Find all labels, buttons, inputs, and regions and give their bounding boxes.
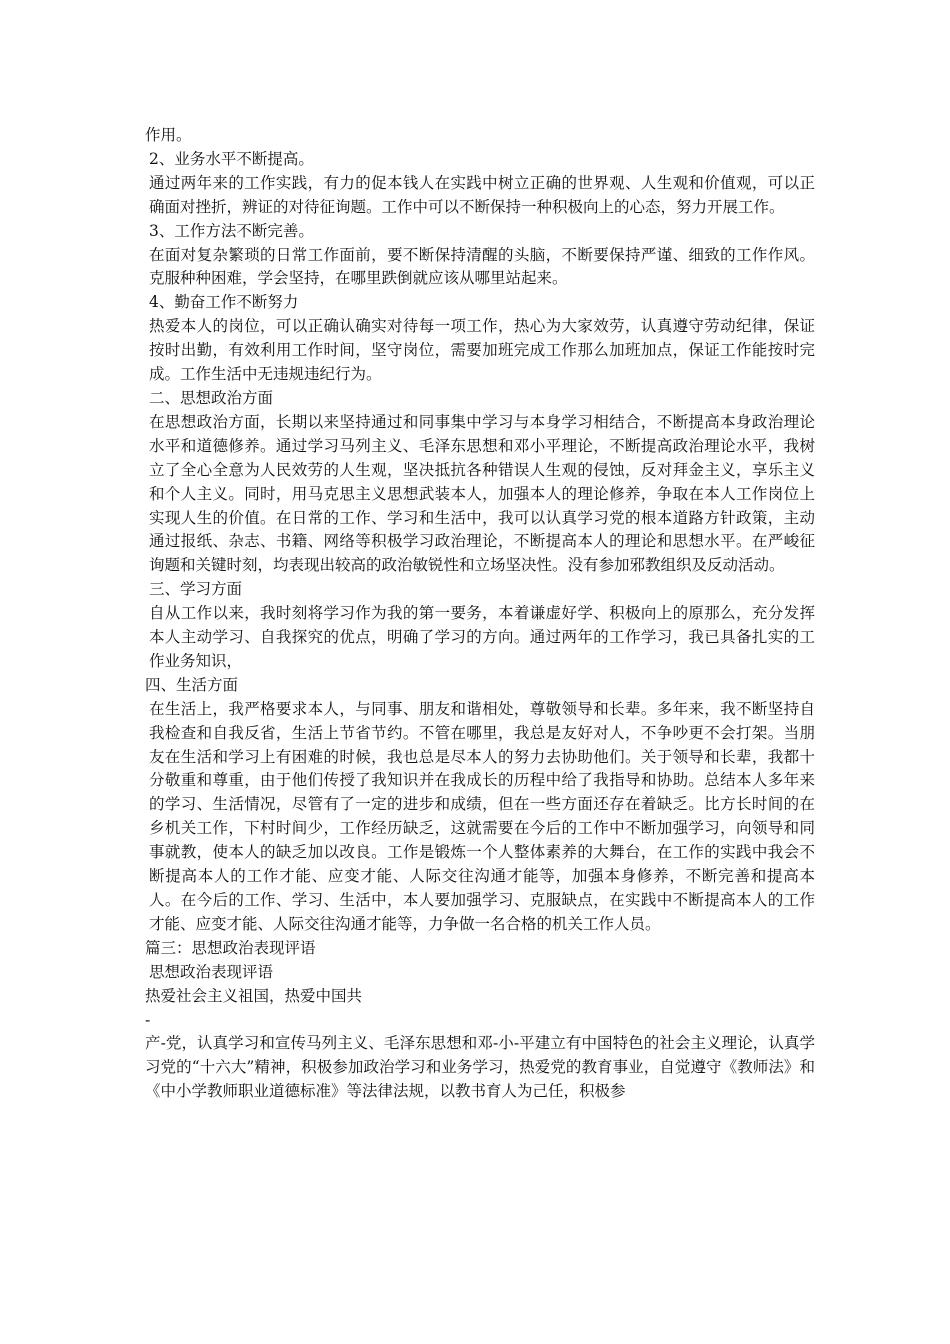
section-heading: 4、勤奋工作不断努力 — [149, 293, 299, 312]
line-break-dash: - — [145, 1010, 151, 1029]
paragraph: 在思想政治方面，长期以来坚持通过和同事集中学习与本身学习相结合，不断提高本身政治理论水平和道德修养。通过学习马列主义、毛泽东思想和邓小平理论，不断提高政治理论水平，我树立了全心全意为人民效劳的人生观，坚决抵抗各种错误人生观的侵蚀，反对拜金主义，享乐主义和个人主义。同时，用马克思主义思想武装本人，加强本人的理论修养，争取在本人工作岗位上实现人生的价值。在日常的工作、学习和生活中，我可以认真学习党的根本道路方针政策，主动通过报纸、杂志、书籍、网络等积极学习政治理论，不断提高本人的理论和思想水平。在严峻征询题和关键时刻，均表现出较高的政治敏锐性和立场坚决性。没有参加邪教组织及反动活动。 — [149, 412, 815, 575]
paragraph: 在生活上，我严格要求本人，与同事、朋友和谐相处，尊敬领导和长辈。多年来，我不断坚持自我检查和自我反省，生活上节省节约。不管在哪里，我总是友好对人，不争吵更不会打架。当朋友在生活和学习上有困难的时候，我也总是尽本人的努力去协助他们。关于领导和长辈，我都十分敬重和尊重，由于他们传授了我知识并在我成长的历程中给了我指导和协助。总结本人多年来的学习、生活情况，尽管有了一定的进步和成绩，但在一些方面还存在着缺乏。比方长时间的在乡机关工作，下村时间少，工作经历缺乏，这就需要在今后的工作中不断加强学习，向领导和同事就教，使本人的缺乏加以改良。工作是锻炼一个人整体素养的大舞台，在工作的实践中我会不断提高本人的工作才能、应变才能、人际交往沟通才能等，加强本身修养，不断完善和提高本人。在今后的工作、学习、生活中，本人要加强学习、克服缺点，在实践中不断提高本人的工作才能、应变才能、人际交往沟通才能等，力争做一名合格的机关工作人员。 — [149, 699, 815, 933]
document-body — [145, 124, 815, 1104]
section-heading: 2、业务水平不断提高。 — [149, 149, 314, 168]
article-title: 篇三：思想政治表现评语 — [145, 938, 316, 957]
paragraph: 在面对复杂繁琐的日常工作面前，要不断保持清醒的头脑，不断要保持严谨、细致的工作作风。克服种种困难，学会坚持，在哪里跌倒就应该从哪里站起来。 — [149, 245, 815, 288]
article-subtitle: 思想政治表现评语 — [149, 962, 274, 981]
section-heading: 四、生活方面 — [145, 675, 239, 694]
section-heading: 3、工作方法不断完善。 — [149, 221, 314, 240]
paragraph: 热爱社会主义祖国，热爱中国共 — [145, 986, 363, 1005]
paragraph: 作用。 — [145, 126, 192, 144]
paragraph: 通过两年来的工作实践，有力的促本钱人在实践中树立正确的世界观、人生观和价值观，可以正确面对挫折，辨证的对待征询题。工作中可以不断保持一种积极向上的心态，努力开展工作。 — [149, 173, 815, 216]
paragraph: 自从工作以来，我时刻将学习作为我的第一要务，本着谦虚好学、积极向上的原那么，充分发挥本人主动学习、自我探究的优点，明确了学习的方向。通过两年的工作学习，我已具备扎实的工作业务知识， — [149, 604, 815, 670]
paragraph: 产-党，认真学习和宣传马列主义、毛泽东思想和邓-小-平建立有中国特色的社会主义理论，认真学习党的“十六大”精神，积极参加政治学习和业务学习，热爱党的教育事业，自觉遵守《教师法》和《中小学教师职业道德标准》等法律法规，以教书育人为己任，积极参 — [145, 1034, 815, 1101]
paragraph: 热爱本人的岗位，可以正确认确实对待每一项工作，热心为大家效劳，认真遵守劳动纪律，保证按时出勤，有效利用工作时间，坚守岗位，需要加班完成工作那么加班加点，保证工作能按时完成。工作生活中无违规违纪行为。 — [149, 317, 815, 384]
section-heading: 二、思想政治方面 — [149, 388, 274, 407]
section-heading: 三、学习方面 — [149, 580, 243, 599]
